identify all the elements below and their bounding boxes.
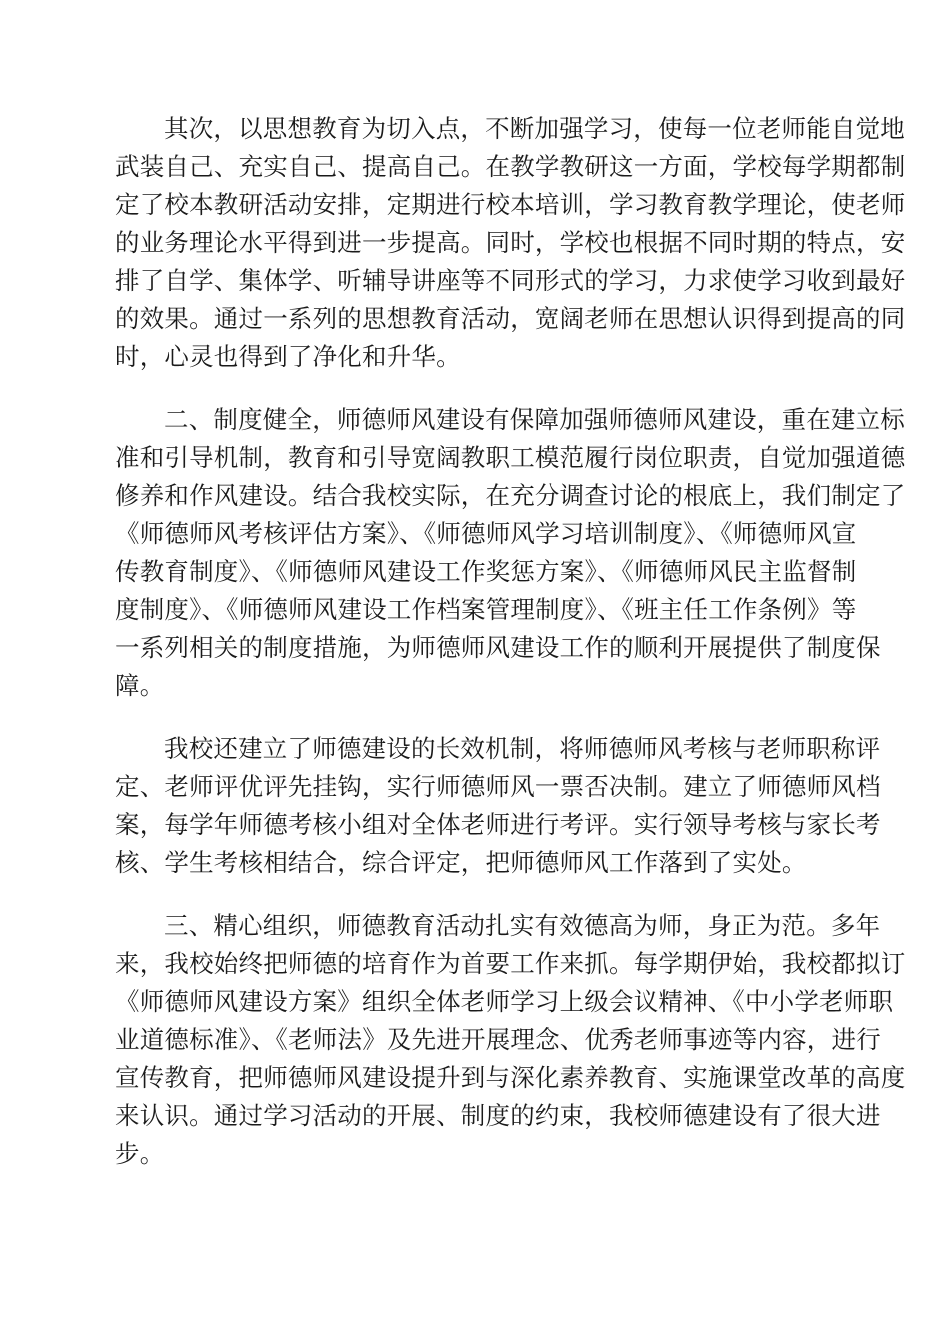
text-line: 定、老师评优评先挂钩，实行师德师风一票否决制。建立了师德师风档 xyxy=(115,772,881,801)
text-line: 障。 xyxy=(115,671,165,700)
text-line: 度制度》、《师德师风建设工作档案管理制度》、《班主任工作条例》等 xyxy=(115,595,857,624)
text-line: 其次，以思想教育为切入点，不断加强学习，使每一位老师能自觉地 xyxy=(164,114,905,143)
text-line: 来认识。通过学习活动的开展、制度的约束，我校师德建设有了很大进 xyxy=(115,1101,881,1130)
text-line: 《师德师风考核评估方案》、《师德师风学习培训制度》、《师德师风宣 xyxy=(115,519,857,548)
text-line: 《师德师风建设方案》组织全体老师学习上级会议精神、《中小学老师职 xyxy=(115,987,894,1016)
text-line: 修养和作风建设。结合我校实际，在充分调查讨论的根底上，我们制定了 xyxy=(115,481,906,510)
text-line: 二、制度健全，师德师风建设有保障加强师德师风建设，重在建立标 xyxy=(164,405,905,434)
paragraph-3 xyxy=(115,730,881,882)
paragraph-2 xyxy=(115,401,906,705)
paragraph-4 xyxy=(115,907,906,1173)
text-line: 案，每学年师德考核小组对全体老师进行考评。实行领导考核与家长考 xyxy=(115,810,881,839)
text-line: 三、精心组织，师德教育活动扎实有效德高为师，身正为范。多年 xyxy=(164,911,881,940)
paragraph-1 xyxy=(115,110,906,376)
text-line: 一系列相关的制度措施，为师德师风建设工作的顺利开展提供了制度保 xyxy=(115,633,881,662)
text-line: 武装自己、充实自己、提高自己。在教学教研这一方面，学校每学期都制 xyxy=(115,152,906,181)
document-page xyxy=(115,110,906,1173)
text-line: 准和引导机制，教育和引导宽阔教职工模范履行岗位职责，自觉加强道德 xyxy=(115,443,906,472)
text-line: 定了校本教研活动安排，定期进行校本培训，学习教育教学理论，使老师 xyxy=(115,190,906,219)
text-line: 时，心灵也得到了净化和升华。 xyxy=(115,342,461,371)
text-line: 我校还建立了师德建设的长效机制，将师德师风考核与老师职称评 xyxy=(164,734,881,763)
text-line: 来，我校始终把师德的培育作为首要工作来抓。每学期伊始，我校都拟订 xyxy=(115,949,906,978)
text-line: 核、学生考核相结合，综合评定，把师德师风工作落到了实处。 xyxy=(115,848,807,877)
text-line: 的业务理论水平得到进一步提高。同时，学校也根据不同时期的特点，安 xyxy=(115,228,906,257)
text-line: 业道德标准》、《老师法》及先进开展理念、优秀老师事迹等内容，进行 xyxy=(115,1025,881,1054)
text-line: 传教育制度》、《师德师风建设工作奖惩方案》、《师德师风民主监督制 xyxy=(115,557,857,586)
text-line: 步。 xyxy=(115,1139,165,1168)
text-line: 宣传教育，把师德师风建设提升到与深化素养教育、实施课堂改革的高度 xyxy=(115,1063,906,1092)
text-line: 的效果。通过一系列的思想教育活动，宽阔老师在思想认识得到提高的同 xyxy=(115,304,906,333)
text-line: 排了自学、集体学、听辅导讲座等不同形式的学习，力求使学习收到最好 xyxy=(115,266,906,295)
